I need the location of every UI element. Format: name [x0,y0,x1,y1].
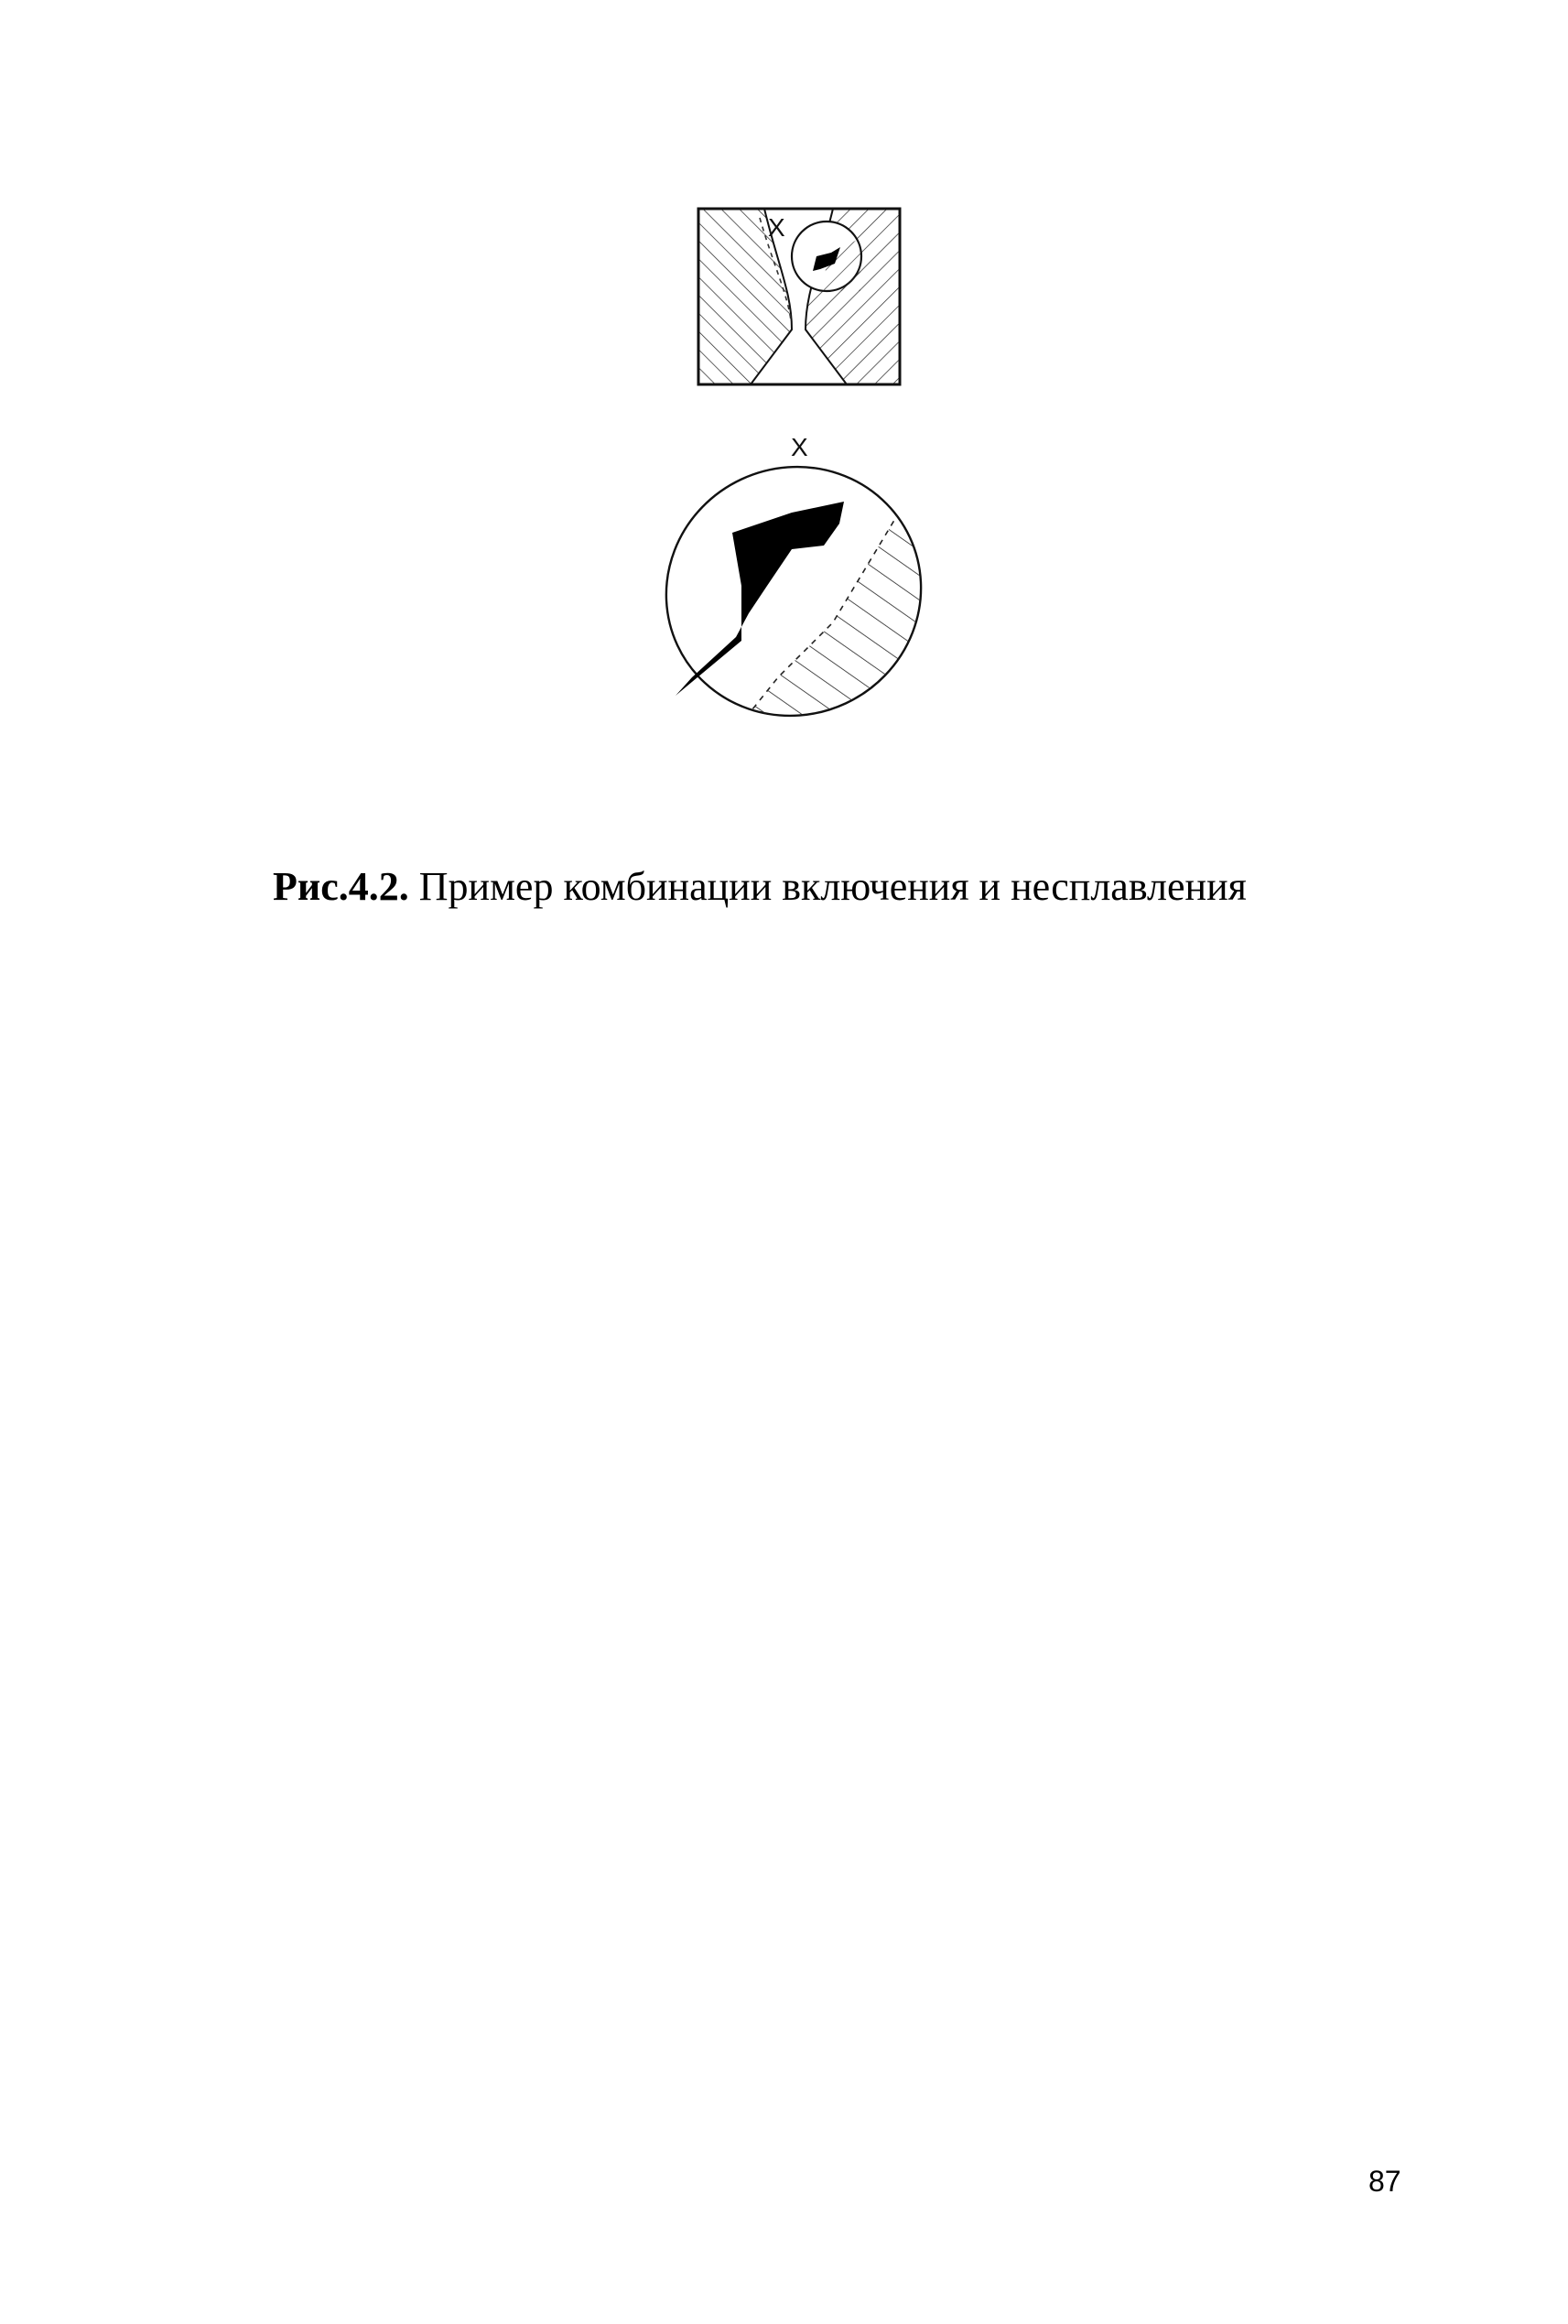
caption-text: Пример комбинации включения и несплавления [408,864,1247,909]
detail-marker-enlarged: X [791,433,808,461]
enlarged-detail [625,425,989,824]
figure-weld-defect [604,183,970,805]
weld-defect-drawing [604,183,970,805]
figure-caption [273,865,1353,909]
detail-marker-top: X [768,213,785,242]
joint-cross-section [698,209,900,384]
caption-label: Рис.4.2. [273,864,409,909]
page-number: 87 [1368,2165,1401,2198]
